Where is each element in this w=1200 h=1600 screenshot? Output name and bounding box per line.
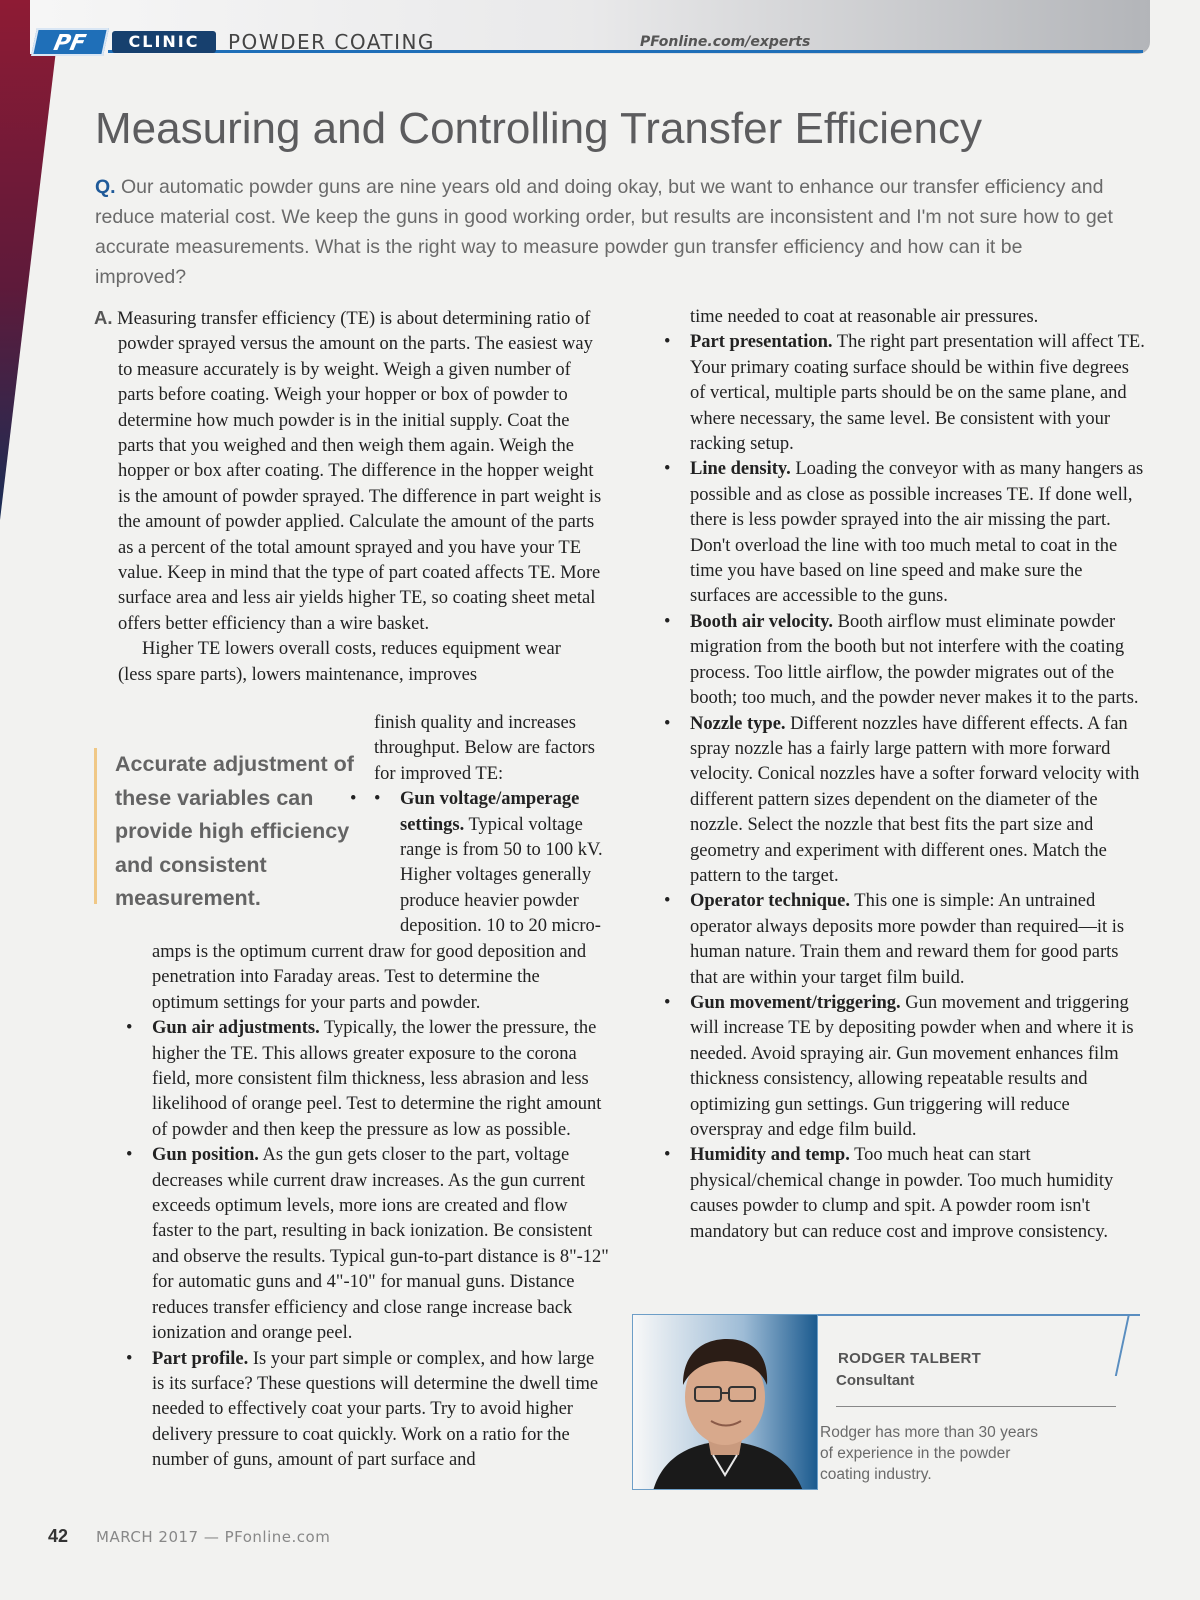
part-profile-text: Is your part simple or complex, and how large is its surface? These questions will determine the dwell time needed to effectively coat your parts. Try to avoid higher delivery pressure to coat quickly. Work on a ratio for the number of guns, amount of part surface and: [152, 1348, 599, 1471]
bullet-humidity-temp: [662, 1143, 1146, 1245]
bullet-part-profile: [124, 1347, 610, 1474]
gun-air-text: Typically, the lower the pressure, the higher the TE. This allows greater exposure to the corona field, more consistent film thickness, less abrasion and less likelihood of orange peel. Test to determine the right amount of powder and then keep the pressure as low as possible.: [152, 1018, 602, 1140]
gun-position-text: As the gun gets closer to the part, voltage decreases while current draw increases. As the gun current exceeds optimum levels, more ions are created and flow faster to the part, resulting in back ionization. Be consistent and observe the results. Typical gun-to-part distance is 8"-12" for automatic guns and 4"-10" for manual guns. Distance reduces transfer efficiency and close range increase back ionization and orange peel.: [152, 1145, 609, 1344]
pf-logo: PF: [31, 28, 109, 56]
answer-mark: A.: [94, 307, 113, 328]
answer-text-1: Measuring transfer efficiency (TE) is about determining ratio of powder sprayed versus the amount on the parts. The easiest way to measure accurately is by weight. Weigh a given number of parts before coating. Weigh your hopper or box of powder to determine how much powder is in the initial supply. Coat the parts that you weighed and then weigh them again. Weigh the hopper or box after coating. The difference in the hopper weight is the amount of powder sprayed. The difference in part weight is the amount of powder applied. Calculate the amount of the parts as a percent of the total amount sprayed and you have your TE value. Keep in mind that the type of part coated affects TE. More surface area and less air yields higher TE, so coating sheet metal offers better efficiency than a wire basket.: [117, 309, 602, 634]
question-mark: Q.: [95, 176, 116, 198]
experts-url: PFonline.com/experts: [640, 34, 811, 50]
author-role: Consultant: [836, 1372, 915, 1389]
booth-air-text: Booth airflow must eliminate powder migration from the booth but not interfere with the coating process. Too little airflow, the powder migrates out of the booth; too much, and the powder never makes it to the parts.: [690, 611, 1139, 709]
author-divider: [836, 1406, 1116, 1407]
bullet-gun-air: [124, 1016, 610, 1143]
answer-column-narrow: [374, 711, 606, 940]
gun-voltage-text: Typical voltage range is from 50 to 100 kV. Higher voltages generally produce heavier powder deposition. 10 to 20 micro-: [400, 814, 603, 937]
part-presentation-text: The right part presentation will affect TE. Your primary coating surface should be within five degrees of vertical, multiple parts should be on the same plane, and where necessary, the same level. Be consistent with your racking setup.: [690, 332, 1145, 455]
gun-voltage-continued: amps is the optimum current draw for good deposition and penetration into Faraday areas. Test to determine the optimum settings for your parts and powder.: [152, 942, 587, 1013]
bullet-gun-position: [124, 1143, 610, 1346]
bullet-part-presentation: [662, 330, 1146, 457]
question-paragraph: [95, 172, 1115, 292]
humidity-temp-lead: Humidity and temp.: [690, 1145, 850, 1166]
nozzle-type-lead: Nozzle type.: [690, 713, 786, 734]
bullet-line-density: [662, 457, 1146, 609]
issue-line: MARCH 2017 — PFonline.com: [96, 1528, 331, 1546]
section-title: POWDER COATING: [228, 30, 435, 54]
author-card: [632, 1314, 1142, 1490]
author-bio: Rodger has more than 30 years of experience in the powder coating industry.: [820, 1424, 1038, 1483]
answer-column-left-top: [94, 305, 604, 688]
gun-movement-text: Gun movement and triggering will increase TE by depositing powder when and where it is needed. Avoid spraying air. Gun movement enhances film thickness consistency, allowing repeatable results and optimizing gun settings. Gun triggering will reduce overspray and edge film build.: [690, 992, 1134, 1140]
bullet-operator-technique: [662, 889, 1146, 991]
line-density-text: Loading the conveyor with as many hangers as possible and as close as possible increases TE. If done well, there is less powder sprayed into the air missing the part. Don't overload the line with too much metal to coat in the time you have based on line speed and make sure the surfaces are accessible to the guns.: [690, 459, 1144, 607]
clinic-badge: CLINIC: [112, 31, 216, 53]
gun-movement-lead: Gun movement/triggering.: [690, 992, 901, 1013]
nozzle-type-text: Different nozzles have different effects. A fan spray nozzle has a fairly large pattern with more forward velocity. Conical nozzles have a softer forward velocity with different pattern sizes dependent on the diameter of the nozzle. Select the nozzle that best fits the part size and geometry and experiment with different ones. Match the pattern to the target.: [690, 713, 1140, 886]
bullet-gun-voltage: • • Gun voltage/amperage settings. Typical voltage range is from 50 to 100 kV. Higher voltages generally produce heavier powder deposition. 10 to 20 micro-: [374, 787, 606, 939]
gun-air-lead: Gun air adjustments.: [152, 1018, 320, 1039]
author-card-slant-rule: [1115, 1314, 1130, 1376]
bullet-booth-air: [662, 610, 1146, 712]
bullet-gun-movement: [662, 991, 1146, 1143]
article-title: Measuring and Controlling Transfer Efficiency: [95, 104, 982, 153]
left-color-band: [0, 0, 70, 520]
operator-technique-text: This one is simple: An untrained operator always deposits more powder than required—it is human nature. Train them and reward them for good parts that are within your target film build.: [690, 891, 1125, 988]
humidity-temp-text: Too much heat can start physical/chemical change in powder. Too much humidity causes powder to clump and spit. A powder room isn't mandatory but can reduce cost and improve consistency.: [690, 1145, 1114, 1242]
page-number: 42: [48, 1526, 69, 1546]
question-text: Our automatic powder guns are nine years old and doing okay, but we want to enhance our transfer efficiency and reduce material cost. We keep the guns in good working order, but results are inconsistent and I'm not sure how to get accurate measurements. What is the right way to measure powder gun transfer efficiency and how can it be improved?: [95, 176, 1113, 288]
gun-position-lead: Gun position.: [152, 1145, 259, 1166]
author-name: RODGER TALBERT: [838, 1350, 982, 1367]
operator-technique-lead: Operator technique.: [690, 891, 850, 912]
pull-quote: Accurate adjustment of these variables can provide high efficiency and consistent measurement.: [94, 748, 364, 904]
line-density-lead: Line density.: [690, 459, 791, 480]
answer-column-left-bottom: [124, 940, 610, 1474]
part-profile-lead: Part profile.: [152, 1348, 249, 1369]
booth-air-lead: Booth air velocity.: [690, 611, 834, 632]
author-photo: [632, 1314, 818, 1490]
answer-paragraph-2: Higher TE lowers overall costs, reduces equipment wear (less spare parts), lowers maintenance, improves: [118, 639, 561, 685]
bullet-nozzle-type: [662, 712, 1146, 890]
author-card-top-rule: [818, 1314, 1140, 1316]
part-profile-continued: time needed to coat at reasonable air pressures.: [690, 307, 1039, 327]
answer-column-right: [662, 305, 1146, 1245]
part-presentation-lead: Part presentation.: [690, 332, 833, 353]
author-portrait-icon: [633, 1315, 818, 1490]
answer-paragraph-1: [94, 305, 604, 637]
answer-paragraph-2-cont: finish quality and increases throughput. Below are factors for improved TE:: [374, 713, 595, 784]
gun-voltage-lead: Gun voltage/amperage settings.: [400, 789, 580, 835]
